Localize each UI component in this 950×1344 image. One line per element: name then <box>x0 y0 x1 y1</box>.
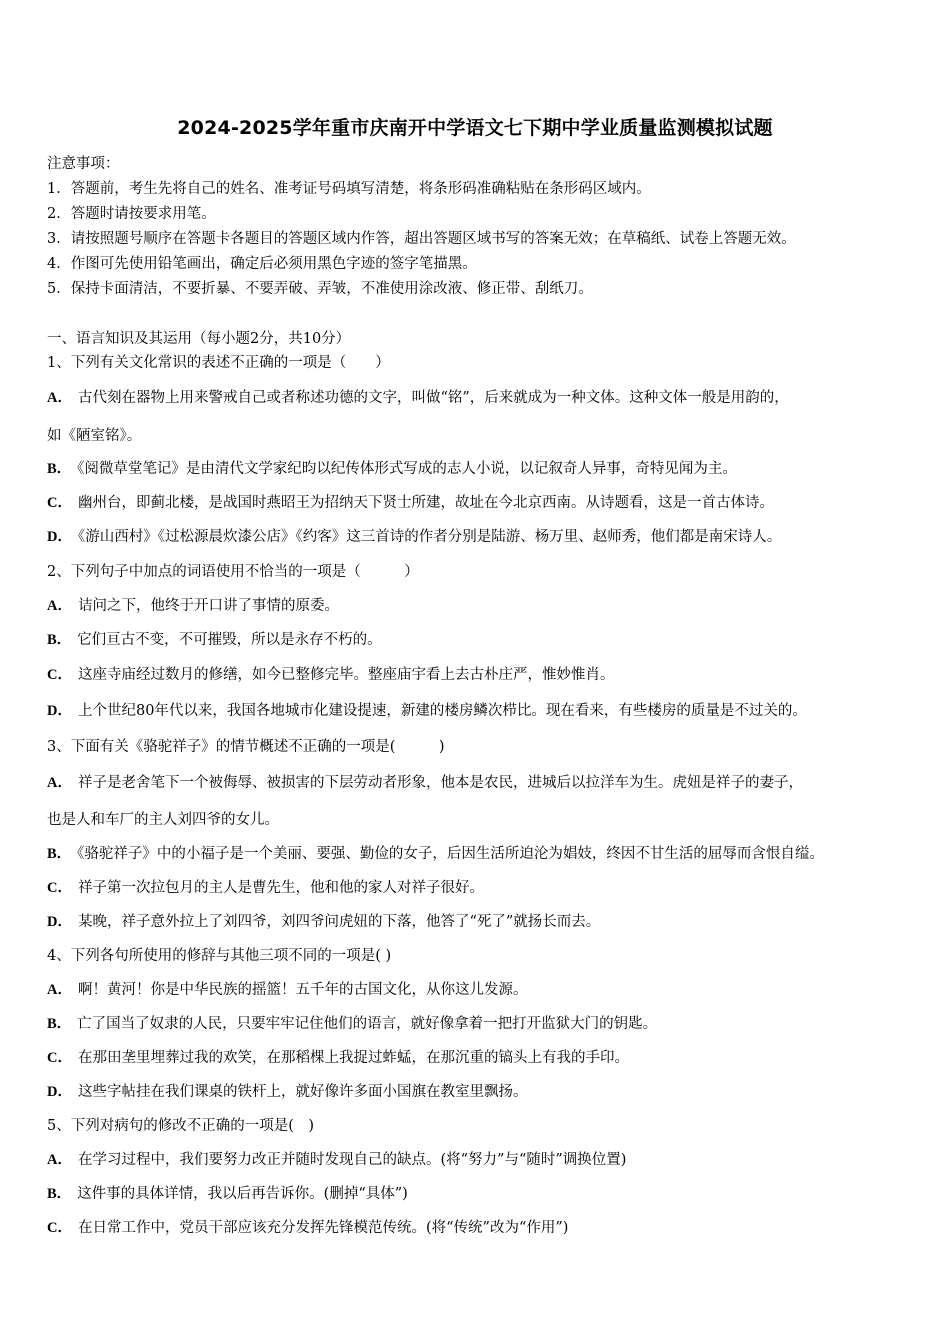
notice-item: 5．保持卡面清洁，不要折暴、不要弄破、弄皱，不准使用涂改液、修正带、刮纸刀。 <box>47 281 593 297</box>
option-text: 祥子是老舍笔下一个被侮辱、被损害的下层劳动者形象，他本是农民，进城后以拉洋车为生。虎妞是祥子的妻子， <box>77 775 803 791</box>
notice-item: 3．请按照题号顺序在答题卡各题目的答题区域内作答，超出答题区域书写的答案无效；在草稿纸、试卷上答题无效。 <box>47 231 796 247</box>
question-stem: 5、下列对病句的修改不正确的一项是( ) <box>47 1118 315 1134</box>
option-text: 这件事的具体详情，我以后再告诉你。(删掉“具体”) <box>77 1186 408 1202</box>
option-continuation: 也是人和车厂的主人刘四爷的女儿。 <box>47 812 279 828</box>
option-c <box>47 663 614 684</box>
option-label: D． <box>47 529 72 545</box>
option-a <box>47 978 527 999</box>
option-label: A． <box>47 775 72 791</box>
option-text: 幽州台，即蓟北楼，是战国时燕昭王为招纳天下贤士所建，故址在今北京西南。从诗题看，这是一首古体诗。 <box>77 495 774 511</box>
option-text: 《阅微草堂笔记》是由清代文学家纪昀以纪传体形式写成的志人小说，以记叙奇人异事，奇特见闻为主。 <box>77 461 737 477</box>
option-b <box>47 1182 408 1203</box>
option-b <box>47 1012 657 1033</box>
question-stem: 2、下列句子中加点的词语使用不恰当的一项是（ ） <box>47 564 419 580</box>
option-label: C． <box>47 1220 72 1236</box>
option-text: 祥子第一次拉包月的主人是曹先生，他和他的家人对祥子很好。 <box>77 880 484 896</box>
option-text: 啊！黄河！你是中华民族的摇篮！五千年的古国文化，从你这儿发源。 <box>77 982 528 998</box>
option-text: 在日常工作中，党员干部应该充分发挥先锋模范传统。(将“传统”改为“作用”) <box>77 1220 569 1236</box>
option-label: D． <box>47 703 72 719</box>
option-label: A． <box>47 1152 72 1168</box>
question-stem: 4、下列各句所使用的修辞与其他三项不同的一项是( ) <box>47 948 392 964</box>
notice-item: 2．答题时请按要求用笔。 <box>47 206 216 222</box>
option-d <box>47 699 807 720</box>
option-label: B． <box>47 632 72 648</box>
option-c <box>47 876 484 897</box>
section-heading: 一、语言知识及其运用（每小题2分，共10分） <box>47 331 351 347</box>
option-label: B． <box>47 846 72 862</box>
option-text: 上个世纪80年代以来，我国各地城市化建设提速，新建的楼房鳞次栉比。现在看来，有些楼房的质量是不过关的。 <box>77 703 807 719</box>
option-label: D． <box>47 914 72 930</box>
option-a <box>47 771 803 792</box>
option-text: 亡了国当了奴隶的人民，只要牢牢记住他们的语言，就好像拿着一把打开监狱大门的钥匙。 <box>77 1016 658 1032</box>
option-label: C． <box>47 880 72 896</box>
option-text: 在学习过程中，我们要努力改正并随时发现自己的缺点。(将“努力”与“随时”调换位置) <box>77 1152 627 1168</box>
option-text: 某晚，祥子意外拉上了刘四爷，刘四爷问虎妞的下落，他答了“死了”就扬长而去。 <box>77 914 601 930</box>
option-label: A． <box>47 982 72 998</box>
option-c <box>47 491 774 512</box>
option-text: 诘问之下，他终于开口讲了事情的原委。 <box>77 598 339 614</box>
option-text: 古代刻在器物上用来警戒自己或者称述功德的文字，叫做“铭”，后来就成为一种文体。这种文体一般是用韵的， <box>77 390 789 406</box>
option-label: D． <box>47 1084 72 1100</box>
option-text: 在那田垄里埋葬过我的欢笑，在那稻棵上我捉过蚱蜢，在那沉重的镐头上有我的手印。 <box>77 1050 629 1066</box>
option-label: B． <box>47 1186 72 1202</box>
option-a <box>47 594 339 615</box>
notice-heading: 注意事项： <box>47 156 120 172</box>
option-label: C． <box>47 1050 72 1066</box>
option-b <box>47 628 382 649</box>
option-label: C． <box>47 667 72 683</box>
option-a <box>47 386 789 407</box>
question-stem: 3、下面有关《骆驼祥子》的情节概述不正确的一项是( ) <box>47 739 445 755</box>
option-text: 《游山西村》《过松源晨炊漆公店》《约客》这三首诗的作者分别是陆游、杨万里、赵师秀，他们都是南宋诗人。 <box>77 529 782 545</box>
option-label: A． <box>47 390 72 406</box>
option-b <box>47 457 737 478</box>
notice-item: 4．作图可先使用铅笔画出，确定后必须用黑色字迹的签字笔描黑。 <box>47 256 477 272</box>
option-label: C． <box>47 495 72 511</box>
option-c <box>47 1046 629 1067</box>
option-label: B． <box>47 1016 72 1032</box>
option-d <box>47 1080 527 1101</box>
option-a <box>47 1148 626 1169</box>
notice-item: 1．答题前，考生先将自己的姓名、准考证号码填写清楚，将条形码准确粘贴在条形码区域内。 <box>47 181 651 197</box>
option-label: B． <box>47 461 72 477</box>
question-stem: 1、下列有关文化常识的表述不正确的一项是（ ） <box>47 355 390 371</box>
page-title: 2024-2025学年重市庆南开中学语文七下期中学业质量监测模拟试题 <box>177 117 773 139</box>
option-text: 它们亘古不变，不可摧毁，所以是永存不朽的。 <box>77 632 382 648</box>
option-d <box>47 910 600 931</box>
option-d <box>47 525 781 546</box>
option-text: 《骆驼祥子》中的小福子是一个美丽、要强、勤俭的女子，后因生活所迫沦为娼妓，终因不甘生活的屈辱而含恨自缢。 <box>77 846 824 862</box>
option-text: 这些字帖挂在我们课桌的铁杆上，就好像许多面小国旗在教室里飘扬。 <box>77 1084 528 1100</box>
option-continuation: 如《陋室铭》。 <box>47 428 142 444</box>
option-label: A． <box>47 598 72 614</box>
option-c <box>47 1216 568 1237</box>
option-text: 这座寺庙经过数月的修缮，如今已整修完毕。整座庙宇看上去古朴庄严，惟妙惟肖。 <box>77 667 615 683</box>
option-b <box>47 842 824 863</box>
